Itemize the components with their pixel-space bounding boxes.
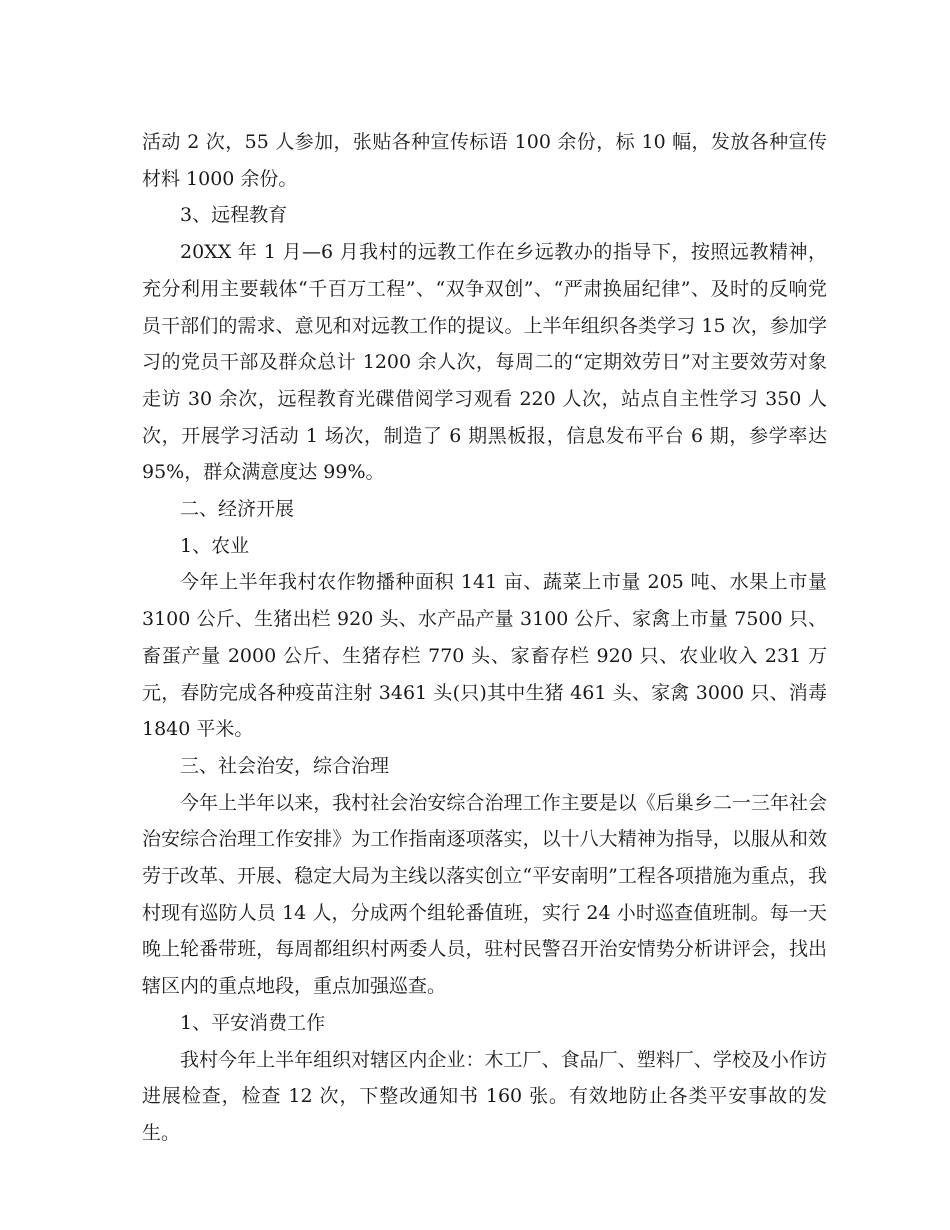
paragraph: 20XX 年 1 月—6 月我村的远教工作在乡远教办的指导下，按照远教精神，充分利用主要载体“千百万工程”、“双争双创”、“严肃换届纪律”、及时的反响党员干部们的需求、意见和对远教工作的提议。上半年组织各类学习 15 次，参加学习的党员干部及群众总计 1200 余人次，每周二的“定期效劳日”对主要效劳对象走访 30 余次，远程教育光碟借阅学习观看 220 人次，站点自主性学习 350 人次，开展学习活动 1 场次，制造了 6 期黑板报，信息发布平台 6 期，参学率达 95%，群众满意度达 99%。	[142, 241, 827, 484]
paragraph: 活动 2 次，55 人参加，张贴各种宣传标语 100 余份，标 10 幅，发放各种宣传材料 1000 余份。	[142, 131, 827, 190]
section-heading: 3、远程教育	[180, 204, 288, 227]
section-heading: 三、社会治安，综合治理	[180, 754, 390, 777]
section-heading: 二、经济开展	[180, 498, 295, 521]
paragraph: 我村今年上半年组织对辖区内企业：木工厂、食品厂、塑料厂、学校及小作访进展检查，检查 12 次，下整改通知书 160 张。有效地防止各类平安事故的发生。	[142, 1048, 827, 1144]
paragraph: 今年上半年我村农作物播种面积 141 亩、蔬菜上市量 205 吨、水果上市量 3100 公斤、生猪出栏 920 头、水产品产量 3100 公斤、家禽上市量 7500 只、畜蛋产量 2000 公斤、生猪存栏 770 头、家畜存栏 920 只、农业收入 231 万元，春防完成各种疫苗注射 3461 头(只)其中生猪 461 头、家禽 3000 只、消毒 1840 平米。	[142, 571, 827, 741]
document-body	[142, 124, 827, 1152]
section-heading: 1、农业	[180, 534, 250, 557]
section-heading: 1、平安消费工作	[180, 1011, 326, 1034]
paragraph: 今年上半年以来，我村社会治安综合治理工作主要是以《后巢乡二一三年社会治安综合治理工作安排》为工作指南逐项落实，以十八大精神为指导，以服从和效劳于改革、开展、稳定大局为主线以落实创立“平安南明”工程各项措施为重点，我村现有巡防人员 14 人，分成两个组轮番值班，实行 24 小时巡查值班制。每一天晚上轮番带班，每周都组织村两委人员，驻村民警召开治安情势分析讲评会，找出辖区内的重点地段，重点加强巡查。	[142, 791, 827, 998]
